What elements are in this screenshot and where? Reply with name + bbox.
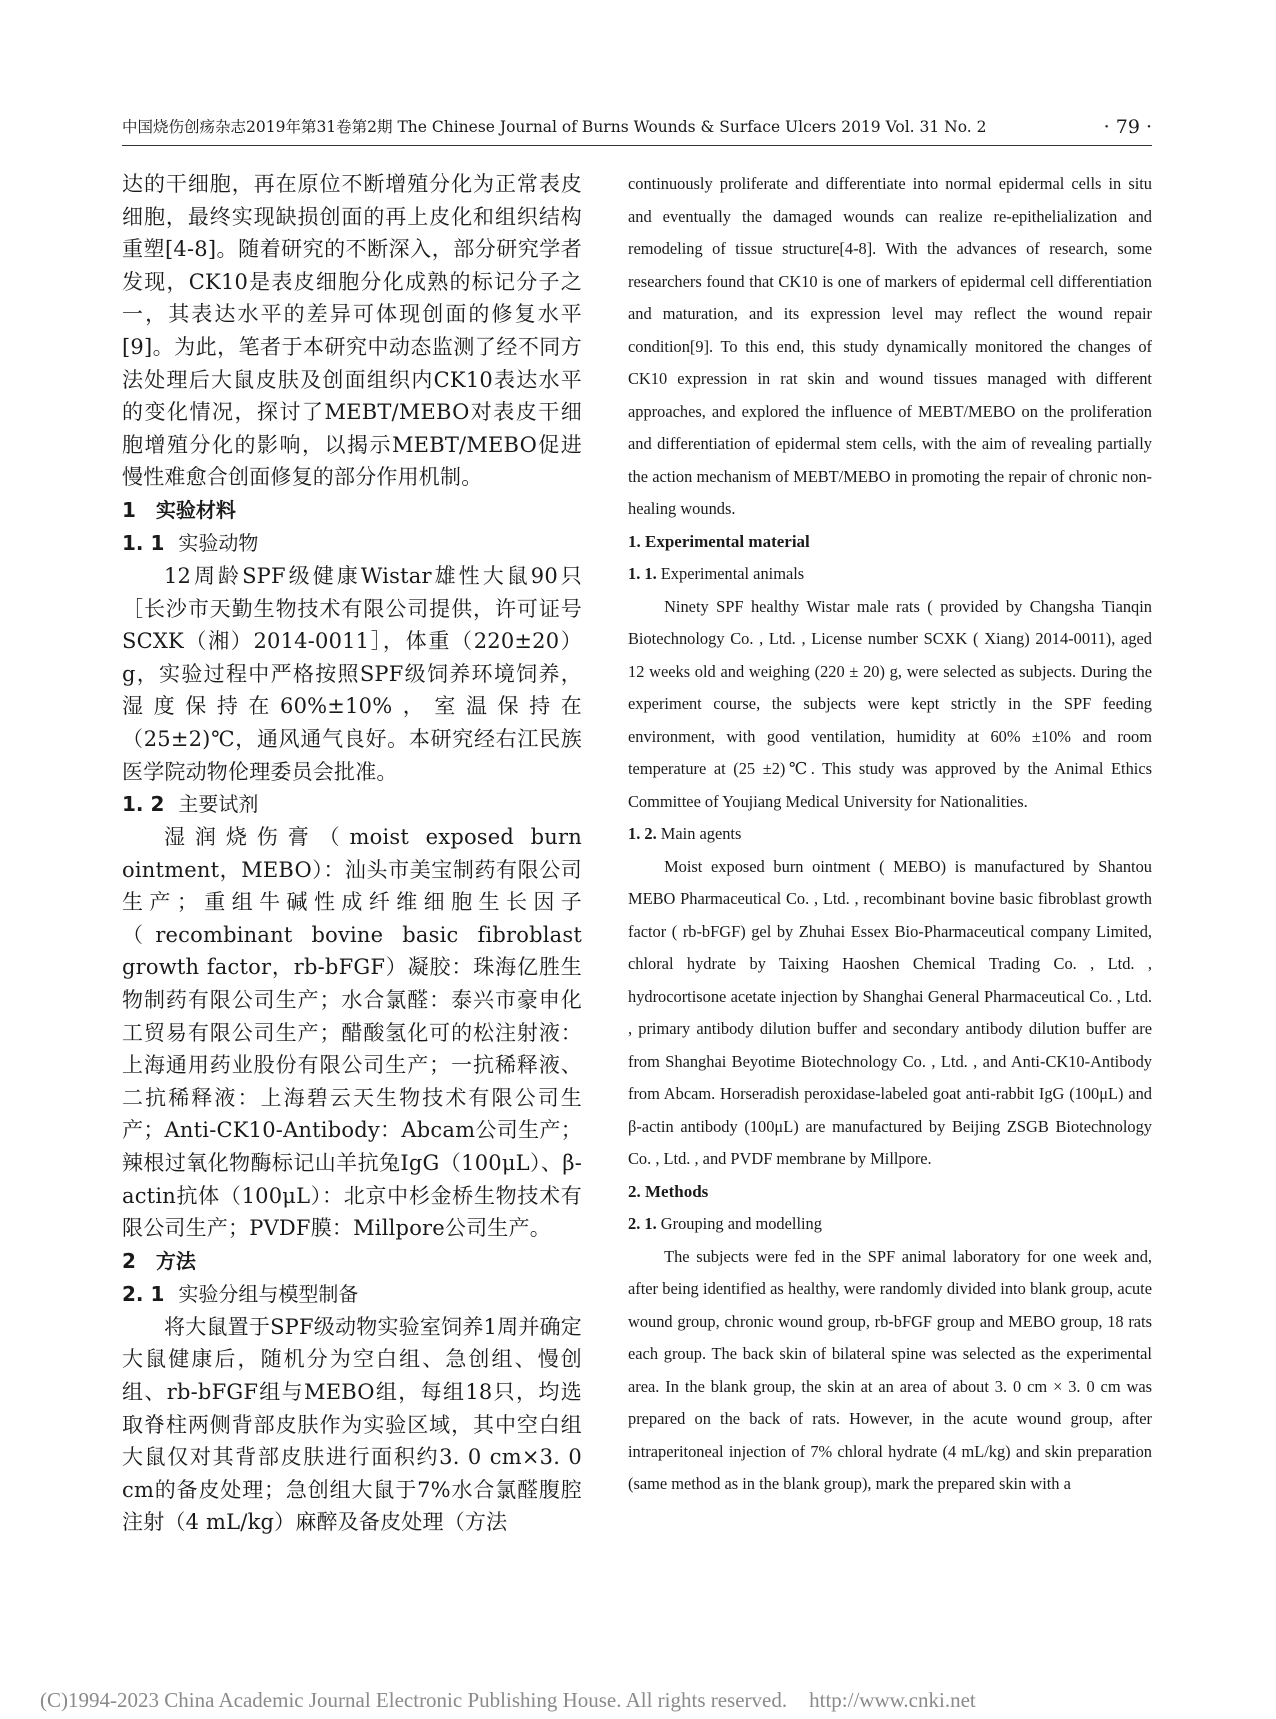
cn-section-1-title: 实验材料: [155, 497, 236, 522]
cn-section-1-1-number: 1. 1: [122, 530, 165, 555]
en-section-1-2-heading: [628, 818, 1152, 851]
en-section-1-1-number: 1. 1.: [628, 564, 657, 583]
cn-section-1-2-heading: [122, 788, 582, 821]
cn-section-2-1-heading: [122, 1278, 582, 1311]
en-section-1-1-heading: [628, 558, 1152, 591]
en-section-2-heading: 2. Methods: [628, 1181, 709, 1201]
cn-section-1-2-title: 主要试剂: [178, 792, 259, 817]
cn-section-2-number: 2: [122, 1248, 136, 1273]
en-section-1-1-paragraph: Ninety SPF healthy Wistar male rats ( provided by Changsha Tianqin Biotechnology Co. , Ltd. , License number SCXK ( Xiang) 2014-0011), aged 12 weeks old and weighing (220 ± 20) g, were selected as subjects. During the experiment course, the subjects were kept strictly in the SPF feeding environment, with good ventilation, humidity at 60% ±10% and room temperature at (25 ±2)℃. This study was approved by the Animal Ethics Committee of Youjiang Medical University for Nationalities.: [628, 596, 1152, 811]
en-section-1-2-number: 1. 2.: [628, 824, 657, 843]
en-section-1-2-paragraph: Moist exposed burn ointment ( MEBO) is manufactured by Shantou MEBO Pharmaceutical Co. , Ltd. , recombinant bovine basic fibroblast growth factor ( rb-bFGF) gel by Zhuhai Essex Bio-Pharmaceutical company Limited, chloral hydrate by Taixing Haoshen Chemical Trading Co. , Ltd. , hydrocortisone acetate injection by Shanghai General Pharmaceutical Co. , Ltd. , primary antibody dilution buffer and secondary antibody dilution buffer are from Shanghai Beyotime Biotechnology Co. , Ltd. , and Anti-CK10-Antibody from Abcam. Horseradish peroxidase-labeled goat anti-rabbit IgG (100μL) and β-actin antibody (100μL) are manufactured by Beijing ZSGB Biotechnology Co. , Ltd. , and PVDF membrane by Millpore.: [628, 856, 1152, 1168]
cn-section-1-1-paragraph: 12周龄SPF级健康Wistar雄性大鼠90只［长沙市天勤生物技术有限公司提供，许可证号SCXK（湘）2014-0011］，体重（220±20）g，实验过程中严格按照SPF级饲养环境饲养，湿度保持在60%±10%，室温保持在（25±2)℃，通风通气良好。本研究经右江民族医学院动物伦理委员会批准。: [122, 563, 582, 784]
cn-section-2-heading: [122, 1245, 582, 1278]
cn-section-2-1-paragraph: 将大鼠置于SPF级动物实验室饲养1周并确定大鼠健康后，随机分为空白组、急创组、慢创组、rb-bFGF组与MEBO组，每组18只，均选取脊柱两侧背部皮肤作为实验区域，其中空白组大鼠仅对其背部皮肤进行面积约3. 0 cm×3. 0 cm的备皮处理；急创组大鼠于7%水合氯醛腹腔注射（4 mL/kg）麻醉及备皮处理（方法: [122, 1314, 582, 1535]
page-number: · 79 ·: [1103, 116, 1152, 138]
chinese-column: [122, 168, 582, 1539]
cn-section-2-title: 方法: [155, 1248, 196, 1273]
running-header: [122, 112, 1152, 142]
en-section-2-1-heading: [628, 1208, 1152, 1241]
header-divider: [122, 145, 1152, 146]
cn-section-1-2-paragraph: 湿润烧伤膏（moist exposed burn ointment，MEBO）：汕头市美宝制药有限公司生产；重组牛碱性成纤维细胞生长因子（recombinant bovine basic fibroblast growth factor，rb-bFGF）凝胶：珠海亿胜生物制药有限公司生产；水合氯醛：泰兴市豪申化工贸易有限公司生产；醋酸氢化可的松注射液：上海通用药业股份有限公司生产；一抗稀释液、二抗稀释液：上海碧云天生物技术有限公司生产；Anti-CK10-Antibody：Abcam公司生产；辣根过氧化物酶标记山羊抗兔IgG（100μL）、β-actin抗体（100μL）：北京中杉金桥生物技术有限公司生产；PVDF膜：Millpore公司生产。: [122, 825, 582, 1241]
journal-citation: 中国烧伤创疡杂志2019年第31卷第2期 The Chinese Journal of Burns Wounds & Surface Ulcers 2019 Vol. 31 No. 2: [122, 118, 987, 136]
en-intro-paragraph: continuously proliferate and differentiate into normal epidermal cells in situ and eventually the damaged wounds can realize re-epithelialization and remodeling of tissue structure[4-8]. With the advances of research, some researchers found that CK10 is one of markers of epidermal cell differentiation and maturation, and its expression level may reflect the wound repair condition[9]. To this end, this study dynamically monitored the changes of CK10 expression in rat skin and wound tissues managed with different approaches, and explored the influence of MEBT/MEBO on the proliferation and differentiation of epidermal stem cells, with the aim of revealing partially the action mechanism of MEBT/MEBO in promoting the repair of chronic non-healing wounds.: [628, 174, 1152, 518]
en-section-2-1-number: 2. 1.: [628, 1214, 657, 1233]
cn-section-1-heading: [122, 494, 582, 527]
en-section-1-1-title: Experimental animals: [660, 564, 805, 583]
footer-url: http://www.cnki.net: [809, 1688, 976, 1712]
cn-section-1-1-title: 实验动物: [178, 530, 259, 555]
english-column: [628, 168, 1152, 1501]
copyright-footer: [40, 1688, 1240, 1713]
cn-section-2-1-title: 实验分组与模型制备: [178, 1281, 359, 1306]
cn-section-2-1-number: 2. 1: [122, 1281, 165, 1306]
cn-intro-paragraph: 达的干细胞，再在原位不断增殖分化为正常表皮细胞，最终实现缺损创面的再上皮化和组织结构重塑[4-8]。随着研究的不断深入，部分研究学者发现，CK10是表皮细胞分化成熟的标记分子之一，其表达水平的差异可体现创面的修复水平[9]。为此，笔者于本研究中动态监测了经不同方法处理后大鼠皮肤及创面组织内CK10表达水平的变化情况，探讨了MEBT/MEBO对表皮干细胞增殖分化的影响，以揭示MEBT/MEBO促进慢性难愈合创面修复的部分作用机制。: [122, 172, 582, 490]
cn-section-1-1-heading: [122, 527, 582, 560]
cn-section-1-number: 1: [122, 497, 136, 522]
en-section-1-heading: 1. Experimental material: [628, 531, 810, 551]
en-section-1-2-title: Main agents: [660, 824, 742, 843]
en-section-2-1-paragraph: The subjects were fed in the SPF animal laboratory for one week and, after being identified as healthy, were randomly divided into blank group, acute wound group, chronic wound group, rb-bFGF group and MEBO group, 18 rats each group. The back skin of bilateral spine was selected as the experimental area. In the blank group, the skin at an area of about 3. 0 cm × 3. 0 cm was prepared on the back of rats. However, in the acute wound group, after intraperitoneal injection of 7% chloral hydrate (4 mL/kg) and skin preparation (same method as in the blank group), mark the prepared skin with a: [628, 1246, 1152, 1493]
en-section-2-1-title: Grouping and modelling: [660, 1214, 822, 1233]
copyright-text: (C)1994-2023 China Academic Journal Electronic Publishing House. All rights reserved.: [40, 1688, 788, 1712]
cn-section-1-2-number: 1. 2: [122, 792, 165, 817]
